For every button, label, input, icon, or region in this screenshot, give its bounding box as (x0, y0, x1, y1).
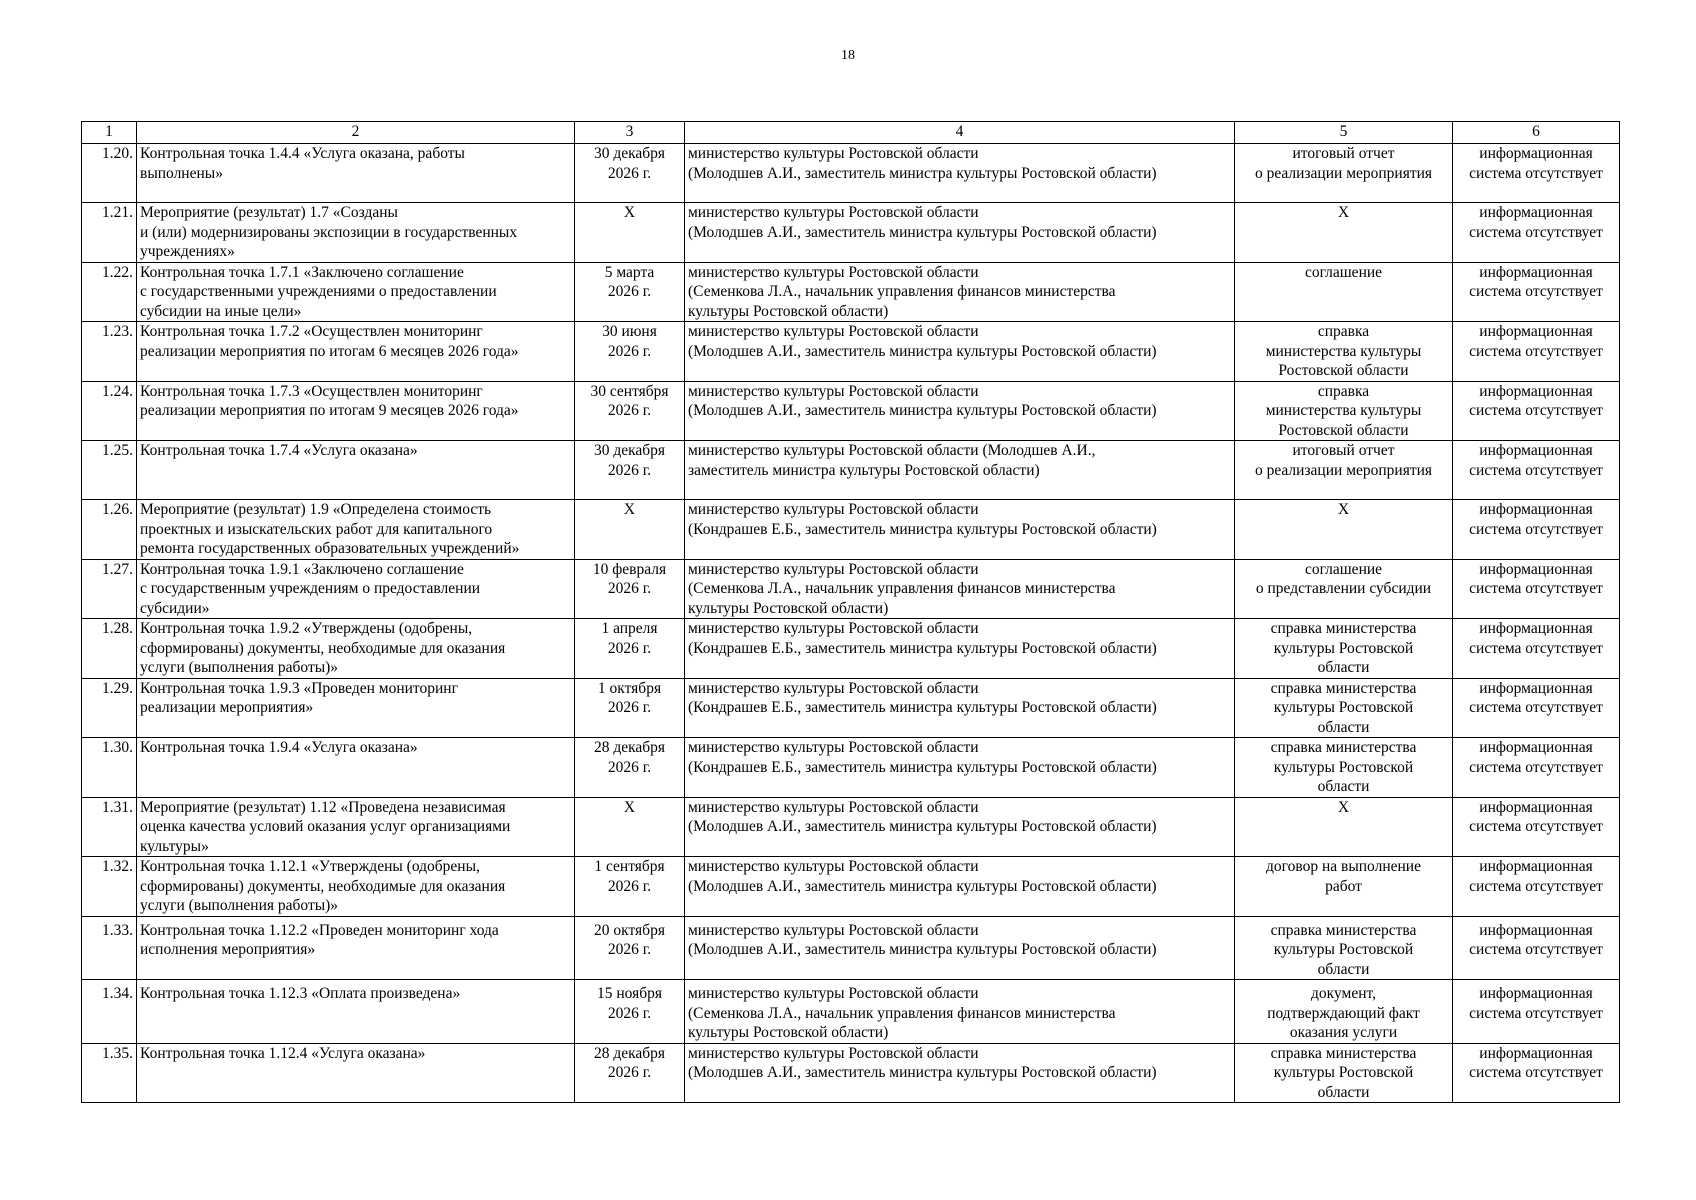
page-number: 18 (841, 48, 855, 63)
confirming-document-cell: X (1235, 203, 1453, 263)
responsible-executor-cell: министерство культуры Ростовской области (Кондрашев Е.Б., заместитель министра культуры Ростовской области) (685, 500, 1235, 560)
deadline-date-cell: 30 июня 2026 г. (575, 322, 685, 382)
responsible-executor-cell: министерство культуры Ростовской области (Молодшев А.И., заместитель министра культуры Ростовской области) (685, 1043, 1235, 1103)
table-row (82, 1043, 1620, 1103)
information-system-cell: информационная система отсутствует (1453, 262, 1620, 322)
responsible-executor-cell: министерство культуры Ростовской области (Молодшев А.И., заместитель министра культуры Ростовской области) (685, 322, 1235, 382)
information-system-cell: информационная система отсутствует (1453, 916, 1620, 980)
deadline-date-cell: 10 февраля 2026 г. (575, 559, 685, 619)
table-row (82, 381, 1620, 441)
row-number-cell: 1.25. (82, 441, 137, 500)
confirming-document-cell: соглашение о представлении субсидии (1235, 559, 1453, 619)
event-name-cell: Контрольная точка 1.7.1 «Заключено соглашение с государственными учреждениями о предоставлении субсидии на иные цели» (137, 262, 575, 322)
deadline-date-cell: X (575, 500, 685, 560)
responsible-executor-cell: министерство культуры Ростовской области (Семенкова Л.А., начальник управления финансов министерства культуры Ростовской области) (685, 262, 1235, 322)
confirming-document-cell: справка министерства культуры Ростовской области (1235, 1043, 1453, 1103)
table-row (82, 619, 1620, 679)
table-row (82, 559, 1620, 619)
table-row (82, 262, 1620, 322)
deadline-date-cell: 28 декабря 2026 г. (575, 1043, 685, 1103)
event-name-cell: Контрольная точка 1.9.2 «Утверждены (одобрены, сформированы) документы, необходимые для оказания услуги (выполнения работы)» (137, 619, 575, 679)
table-row (82, 203, 1620, 263)
row-number-cell: 1.33. (82, 916, 137, 980)
confirming-document-cell: договор на выполнение работ (1235, 857, 1453, 917)
deadline-date-cell: 1 сентября 2026 г. (575, 857, 685, 917)
column-header: 3 (575, 122, 685, 144)
table-row (82, 738, 1620, 798)
information-system-cell: информационная система отсутствует (1453, 322, 1620, 382)
deadline-date-cell: 1 октября 2026 г. (575, 678, 685, 738)
confirming-document-cell: X (1235, 500, 1453, 560)
confirming-document-cell: итоговый отчет о реализации мероприятия (1235, 144, 1453, 203)
row-number-cell: 1.30. (82, 738, 137, 798)
information-system-cell: информационная система отсутствует (1453, 738, 1620, 798)
row-number-cell: 1.29. (82, 678, 137, 738)
deadline-date-cell: X (575, 797, 685, 857)
row-number-cell: 1.23. (82, 322, 137, 382)
confirming-document-cell: соглашение (1235, 262, 1453, 322)
confirming-document-cell: справка министерства культуры Ростовской области (1235, 916, 1453, 980)
deadline-date-cell: 28 декабря 2026 г. (575, 738, 685, 798)
row-number-cell: 1.20. (82, 144, 137, 203)
row-number-cell: 1.27. (82, 559, 137, 619)
information-system-cell: информационная система отсутствует (1453, 144, 1620, 203)
event-name-cell: Мероприятие (результат) 1.9 «Определена стоимость проектных и изыскательских работ для капитального ремонта государственных образовательных учреждений» (137, 500, 575, 560)
column-header: 1 (82, 122, 137, 144)
row-number-cell: 1.34. (82, 980, 137, 1044)
column-header: 2 (137, 122, 575, 144)
confirming-document-cell: справка министерства культуры Ростовской области (1235, 678, 1453, 738)
table-row (82, 144, 1620, 203)
information-system-cell: информационная система отсутствует (1453, 500, 1620, 560)
responsible-executor-cell: министерство культуры Ростовской области (Молодшев А.И., заместитель министра культуры Ростовской области) (685, 144, 1235, 203)
responsible-executor-cell: министерство культуры Ростовской области (Молодшев А.И., заместитель министра культуры Ростовской области) (685, 381, 1235, 441)
confirming-document-cell: справка министерства культуры Ростовской области (1235, 619, 1453, 679)
information-system-cell: информационная система отсутствует (1453, 1043, 1620, 1103)
event-name-cell: Контрольная точка 1.4.4 «Услуга оказана, работы выполнены» (137, 144, 575, 203)
table-row (82, 797, 1620, 857)
deadline-date-cell: 15 ноября 2026 г. (575, 980, 685, 1044)
deadline-date-cell: 30 декабря 2026 г. (575, 441, 685, 500)
responsible-executor-cell: министерство культуры Ростовской области (Молодшев А.И., заместитель министра культуры Ростовской области) (685, 441, 1235, 500)
event-name-cell: Мероприятие (результат) 1.12 «Проведена независимая оценка качества условий оказания услуг организациями культуры» (137, 797, 575, 857)
confirming-document-cell: справка министерства культуры Ростовской области (1235, 381, 1453, 441)
responsible-executor-cell: министерство культуры Ростовской области (Молодшев А.И., заместитель министра культуры Ростовской области) (685, 857, 1235, 917)
table-row (82, 678, 1620, 738)
information-system-cell: информационная система отсутствует (1453, 797, 1620, 857)
confirming-document-cell: X (1235, 797, 1453, 857)
deadline-date-cell: 30 сентября 2026 г. (575, 381, 685, 441)
event-name-cell: Контрольная точка 1.7.3 «Осуществлен мониторинг реализации мероприятия по итогам 9 месяцев 2026 года» (137, 381, 575, 441)
confirming-document-cell: справка министерства культуры Ростовской области (1235, 322, 1453, 382)
information-system-cell: информационная система отсутствует (1453, 980, 1620, 1044)
deadline-date-cell: 5 марта 2026 г. (575, 262, 685, 322)
table-header-row (82, 122, 1620, 144)
information-system-cell: информационная система отсутствует (1453, 381, 1620, 441)
column-header: 4 (685, 122, 1235, 144)
information-system-cell: информационная система отсутствует (1453, 559, 1620, 619)
table-row (82, 857, 1620, 917)
table-row (82, 980, 1620, 1044)
event-name-cell: Контрольная точка 1.9.1 «Заключено соглашение с государственным учреждениям о предоставлении субсидии» (137, 559, 575, 619)
responsible-executor-cell: министерство культуры Ростовской области (Молодшев А.И., заместитель министра культуры Ростовской области) (685, 797, 1235, 857)
confirming-document-cell: документ, подтверждающий факт оказания услуги (1235, 980, 1453, 1044)
row-number-cell: 1.35. (82, 1043, 137, 1103)
table-row (82, 500, 1620, 560)
event-name-cell: Контрольная точка 1.9.4 «Услуга оказана» (137, 738, 575, 798)
event-name-cell: Контрольная точка 1.7.2 «Осуществлен мониторинг реализации мероприятия по итогам 6 месяцев 2026 года» (137, 322, 575, 382)
information-system-cell: информационная система отсутствует (1453, 857, 1620, 917)
row-number-cell: 1.28. (82, 619, 137, 679)
control-points-table (81, 121, 1620, 1103)
deadline-date-cell: 1 апреля 2026 г. (575, 619, 685, 679)
responsible-executor-cell: министерство культуры Ростовской области (Молодшев А.И., заместитель министра культуры Ростовской области) (685, 203, 1235, 263)
column-header: 5 (1235, 122, 1453, 144)
information-system-cell: информационная система отсутствует (1453, 441, 1620, 500)
responsible-executor-cell: министерство культуры Ростовской области (Кондрашев Е.Б., заместитель министра культуры Ростовской области) (685, 738, 1235, 798)
responsible-executor-cell: министерство культуры Ростовской области (Кондрашев Е.Б., заместитель министра культуры Ростовской области) (685, 678, 1235, 738)
deadline-date-cell: 30 декабря 2026 г. (575, 144, 685, 203)
row-number-cell: 1.31. (82, 797, 137, 857)
responsible-executor-cell: министерство культуры Ростовской области (Молодшев А.И., заместитель министра культуры Ростовской области) (685, 916, 1235, 980)
table-row (82, 916, 1620, 980)
confirming-document-cell: справка министерства культуры Ростовской области (1235, 738, 1453, 798)
information-system-cell: информационная система отсутствует (1453, 678, 1620, 738)
event-name-cell: Контрольная точка 1.12.4 «Услуга оказана» (137, 1043, 575, 1103)
table-body (82, 122, 1620, 1103)
event-name-cell: Контрольная точка 1.12.2 «Проведен мониторинг хода исполнения мероприятия» (137, 916, 575, 980)
column-header: 6 (1453, 122, 1620, 144)
event-name-cell: Мероприятие (результат) 1.7 «Созданы и (или) модернизированы экспозиции в государственных учреждениях» (137, 203, 575, 263)
information-system-cell: информационная система отсутствует (1453, 203, 1620, 263)
row-number-cell: 1.32. (82, 857, 137, 917)
event-name-cell: Контрольная точка 1.9.3 «Проведен мониторинг реализации мероприятия» (137, 678, 575, 738)
responsible-executor-cell: министерство культуры Ростовской области (Семенкова Л.А., начальник управления финансов министерства культуры Ростовской области) (685, 559, 1235, 619)
row-number-cell: 1.22. (82, 262, 137, 322)
event-name-cell: Контрольная точка 1.7.4 «Услуга оказана» (137, 441, 575, 500)
row-number-cell: 1.21. (82, 203, 137, 263)
event-name-cell: Контрольная точка 1.12.3 «Оплата произведена» (137, 980, 575, 1044)
information-system-cell: информационная система отсутствует (1453, 619, 1620, 679)
responsible-executor-cell: министерство культуры Ростовской области (Кондрашев Е.Б., заместитель министра культуры Ростовской области) (685, 619, 1235, 679)
event-name-cell: Контрольная точка 1.12.1 «Утверждены (одобрены, сформированы) документы, необходимые для оказания услуги (выполнения работы)» (137, 857, 575, 917)
confirming-document-cell: итоговый отчет о реализации мероприятия (1235, 441, 1453, 500)
table-row (82, 322, 1620, 382)
row-number-cell: 1.26. (82, 500, 137, 560)
table-row (82, 441, 1620, 500)
deadline-date-cell: 20 октября 2026 г. (575, 916, 685, 980)
row-number-cell: 1.24. (82, 381, 137, 441)
responsible-executor-cell: министерство культуры Ростовской области (Семенкова Л.А., начальник управления финансов министерства культуры Ростовской области) (685, 980, 1235, 1044)
deadline-date-cell: X (575, 203, 685, 263)
